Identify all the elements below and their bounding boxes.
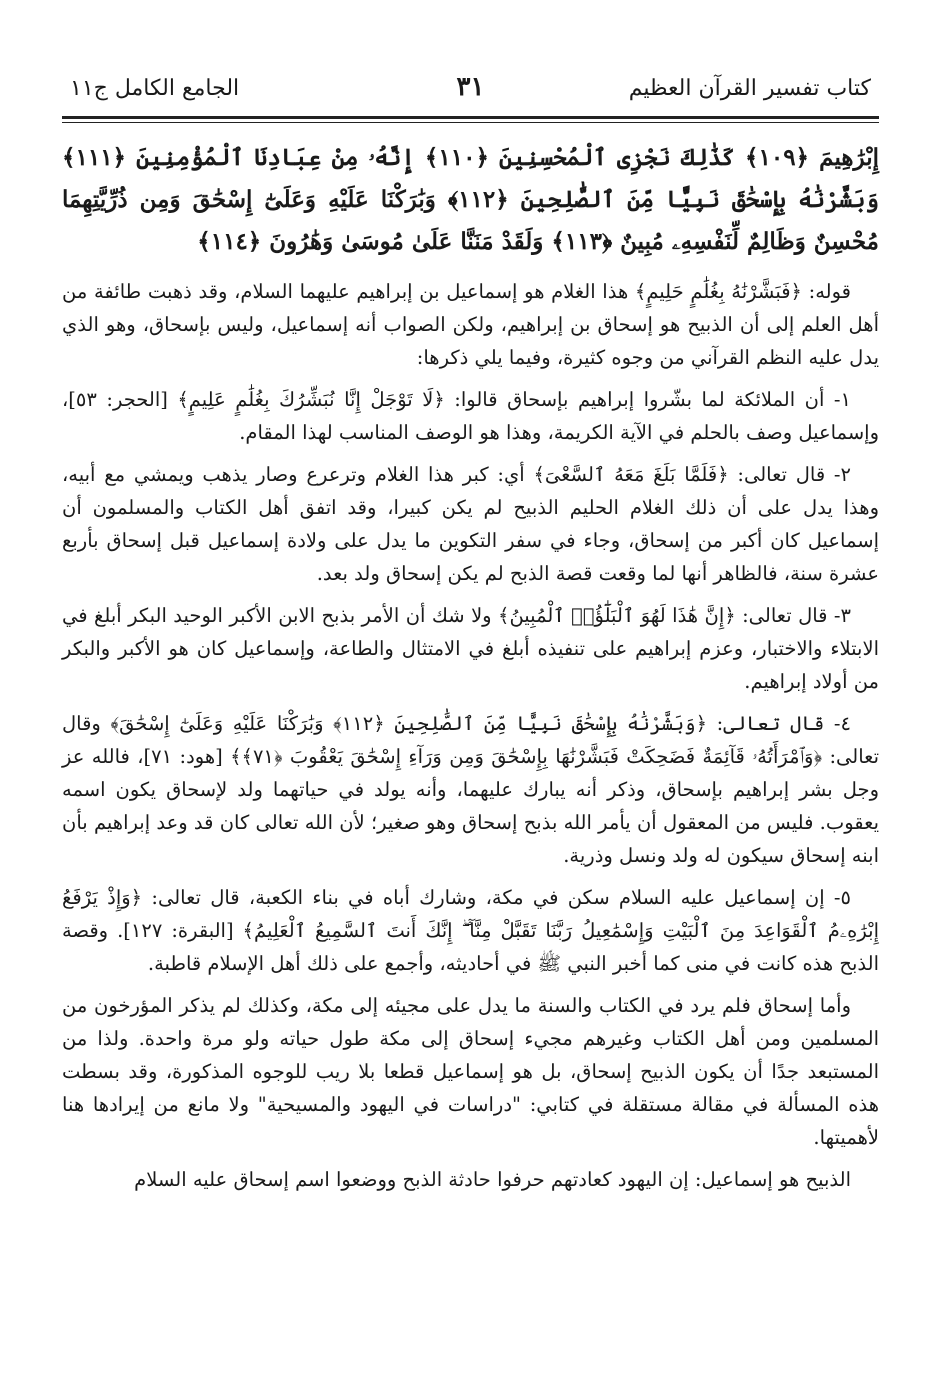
paragraph-point-3: ٣- قال تعالى: ﴿إِنَّ هَٰذَا لَهُوَ ٱلْبَلَٰٓؤُا۟ ٱلْمُبِينُ﴾ ولا شك أن الأمر بذبح الابن الأكبر الوحيد البكر أبلغ في الابتلاء والاختبار، وعزم إبراهيم على تنفيذه أبلغ في الامتثال والطاعة، وإسماعيل كان هو الأكبر والبكر من أولاد إبراهيم.: [62, 604, 879, 693]
volume-title: الجامع الكامل ج١١: [70, 76, 240, 101]
paragraph-point-5: ٥- إن إسماعيل عليه السلام سكن في مكة، وشارك أباه في بناء الكعبة، قال تعالى: ﴿وَإِذْ يَرْفَعُ إِبْرَٰهِۦمُ ٱلْقَوَاعِدَ مِنَ ٱلْبَيْتِ وَإِسْمَٰعِيلُ رَبَّنَا تَقَبَّلْ مِنَّآ ۖ إِنَّكَ أَنتَ ٱلسَّمِيعُ ٱلْعَلِيمُ﴾ [البقرة: ١٢٧]. وقصة الذبح هذه كانت في منى كما أخبر النبي ﷺ في أحاديثه، وأجمع على ذلك أهل الإسلام قاطبة.: [62, 886, 880, 975]
paragraph-point-4: ٤- قال تعالى: ﴿وَبَشَّرْنَٰهُ بِإِسْحَٰقَ نَبِيًّا مِّنَ ٱلصَّٰلِحِينَ ﴿١١٢﴾ وَبَٰرَكْنَا عَلَيْهِ وَعَلَىٰٓ إِسْحَٰقَ﴾ وقال تعالى: ﴿وَٱمْرَأَتُهُۥ قَآئِمَةٌ فَضَحِكَتْ فَبَشَّرْنَٰهَا بِإِسْحَٰقَ وَمِن وَرَآءِ إِسْحَٰقَ يَعْقُوبَ ﴿٧١﴾﴾ [هود: ٧١]، فالله عز وجل بشر إبراهيم بإسحاق، وذكر أنه يبارك عليهما، وأنه يولد في حياتهما ولد لإسحاق يكون اسمه يعقوب. فليس من المعقول أن يأمر الله بذبح إسحاق وهو صغير؛ لأن الله تعالى كان قد وعد إبراهيم بأن ابنه إسحاق سيكون له ولد ونسل وذرية.: [62, 712, 880, 867]
commentary-body: [62, 275, 879, 1196]
page-header: [62, 66, 879, 116]
paragraph-section-start: الذبيح هو إسماعيل: إن اليهود كعادتهم حرفوا حادثة الذبح ووضعوا اسم إسحاق عليه السلام: [134, 1168, 851, 1191]
header-divider: [62, 116, 879, 123]
paragraph-ishaq: وأما إسحاق فلم يرد في الكتاب والسنة ما يدل على مجيئه إلى مكة، وكذلك لم يذكر المؤرخون من المسلمين ومن أهل الكتاب وغيرهم مجيء إسحاق إلى مكة طول حياته ولو مرة واحدة. ولذا من المستبعد جدًا أن يكون الذبيح إسحاق، بل هو إسماعيل قطعا بلا ريب للوجوه المذكورة، وقد بسطت هذه المسألة في مقالة مستقلة في كتابي: "دراسات في اليهود والمسيحية" ولا مانع من إيرادها هنا لأهميتها.: [62, 994, 879, 1149]
paragraph-point-2: ٢- قال تعالى: ﴿فَلَمَّا بَلَغَ مَعَهُ ٱلسَّعْىَ﴾ أي: كبر هذا الغلام وترعرع وصار يذهب ويمشي مع أبيه، وهذا يدل على أن ذلك الغلام الحليم الذبيح لم يكن كبيرا، وقد اتفق أهل الكتاب والمسلمون أن إسماعيل كان أكبر من إسحاق، وجاء في سفر التكوين ما يدل على ولادة إسماعيل قبل إسحاق بأربع عشرة سنة، فالظاهر أنها لما وقعت قصة الذبح لم يكن إسحاق ولد بعد.: [62, 463, 879, 585]
page-number: ٣١: [456, 72, 485, 102]
book-title: كتاب تفسير القرآن العظيم: [628, 76, 871, 101]
paragraph-intro: قوله: ﴿فَبَشَّرْنَٰهُ بِغُلَٰمٍ حَلِيمٍ﴾ هذا الغلام هو إسماعيل بن إبراهيم عليهما السلام، وقد ذهبت طائفة من أهل العلم إلى أن الذبيح هو إسحاق بن إبراهيم، ولكن الصواب أنه إسماعيل، وليس بإسحاق، وهو الذي يدل عليه النظم القرآني من وجوه كثيرة، وفيما يلي ذكرها:: [62, 280, 879, 369]
paragraph-point-1: ١- أن الملائكة لما بشّروا إبراهيم بإسحاق قالوا: ﴿لَا تَوْجَلْ إِنَّا نُبَشِّرُكَ بِغُلَٰمٍ عَلِيمٍ﴾ [الحجر: ٥٣]، وإسماعيل وصف بالحلم في الآية الكريمة، وهذا هو الوصف المناسب لهذا المقام.: [62, 388, 879, 444]
quran-passage: إِبْرَٰهِيمَ ﴿١٠٩﴾ كَذَٰلِكَ نَجْزِى ٱلْمُحْسِنِينَ ﴿١١٠﴾ إِنَّهُۥ مِنْ عِبَادِنَا ٱلْمُؤْمِنِينَ ﴿١١١﴾ وَبَشَّرْنَٰهُ بِإِسْحَٰقَ نَبِيًّا مِّنَ ٱلصَّٰلِحِينَ ﴿١١٢﴾ وَبَٰرَكْنَا عَلَيْهِ وَعَلَىٰٓ إِسْحَٰقَ وَمِن ذُرِّيَّتِهِمَا مُحْسِنٌ وَظَالِمٌ لِّنَفْسِهِۦ مُبِينٌ ﴿١١٣﴾ وَلَقَدْ مَنَنَّا عَلَىٰ مُوسَىٰ وَهَٰرُونَ ﴿١١٤﴾: [62, 144, 879, 255]
